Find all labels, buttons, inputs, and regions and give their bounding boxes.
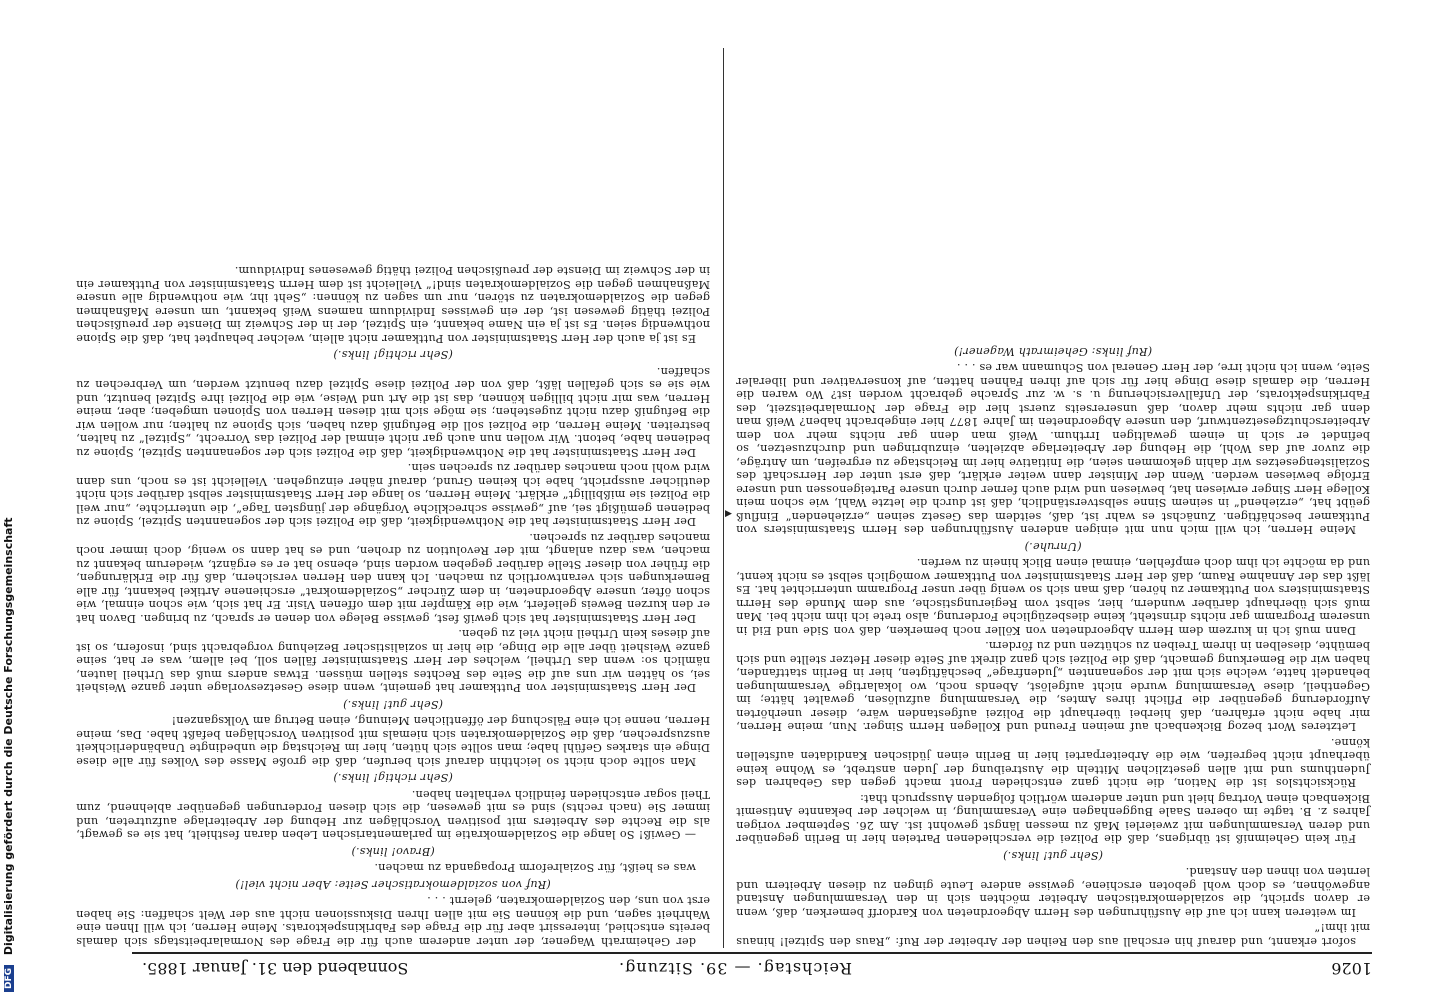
interjection: (Unruhe.)	[1024, 540, 1082, 553]
column-divider	[723, 48, 724, 948]
page-number: 1026	[1331, 959, 1372, 978]
running-title: Reichstag. — 39. Sitzung.	[618, 959, 852, 978]
paragraph: Rücksichtslos ist die Nation, die nicht ganz entschieden Front macht gegen das Gebahren des Judenthums und mit allen gesetzlichen Mitteln die Austreibung der Juden anstrebt, es Wohne keine überhaupt nicht begreifen, wie die Arbeiterpartei hier in Berlin einen jüdischen Kandidaten aufstellen könne.	[736, 736, 1370, 790]
digitization-credit	[2, 0, 20, 1000]
paragraph: Für kein Geheimniß ist übrigens, daß die Polizei die verschiedenen Parteien hier in Berlin gegenüber und deren Versammlungen mit zweierlei Maß zu messen längst gewohnt ist. Am 26. September vorigen Jahres z. B. tagte im oberen Saale Buggenhagen eine Versammlung, in welcher der bekannte Antisemit Bickenbach einen Vortrag hielt und unter anderem wörtlich folgenden Ausspruch that:	[736, 792, 1370, 846]
page-header	[142, 956, 1372, 978]
paragraph: Dann muß ich in kurzem dem Herrn Abgeordneten von Köller noch bemerken, daß von Side und Eid in unserem Programm gar nichts drinsteht, keine diesbezügliche Forderung, also trete ich ihm nicht bei. Man muß sich überhaupt darüber wundern, hier, selbst vom Regierungstische, aus dem Munde des Herrn Staatsministers von Puttkamer zu hören, daß man sich so wenig über unser Programm unterrichtet hat. Es läßt das der Annahme Raum, daß der Herr Staatsminister von Puttkamer womöglich selbst es nicht kennt, und da möchte ich ihm doch empfehlen, einmal einen Blick hinein zu werfen.	[736, 556, 1370, 637]
paragraph: Meine Herren, ich will mich nun mit einigen anderen Ausführungen des Herrn Staatsministers von Puttkamer beschäftigen. Zunächst es wahr ist, daß, seitdem das Gesetz seinen „erziehenden“ Einfluß geübt hat, „erziehend“ in seinem Sinne selbstverständlich, daß ist durch die letzte Wahl, wie schon mein Kollege Herr Singer erwiesen hat, bewiesen und wird auch ferner durch unsere Parteigenossen und unsere Erfolge bewiesen werden. Wenn der Minister dann weiter erklärt, daß erst unter der Herrschaft des Sozialistengesetzes wir dahin gekommen seien, die Initiative hier im Reichstage zu ergreifen, um Anträge, die zuvor auf das Wohl, die Hebung der Arbeiterlage abzielten, einzubringen und durchzusetzen, so befindet er sich in einem gewaltigen Irrthum. Weiß man denn gar nichts mehr von dem Arbeiterschutzgesetzentwurf, den unsere Abgeordneten im Jahre 1877 hier eingebracht haben? Weiß man denn gar nichts mehr davon, daß unsererseits zuerst hier die Frage der Normalarbeitszeit, des Fabrikinspektorats, der Unfallversicherung u. s. w. zur Sprache gebracht worden ist? Wo waren die Herren, die damals diese Dinge hier für sich auf ihren Fahnen hatten, auf konservativer und liberaler Seite, wenn ich nicht irre, der Herr General von Schumann war es . . .	[736, 361, 1370, 537]
interjection: (Sehr richtig! links.)	[333, 348, 453, 362]
paragraph: was es heißt, für Sozialreform Propaganda zu machen.	[374, 861, 696, 875]
left-text-column	[736, 342, 1370, 949]
paragraph: Der Herr Staatsminister hat die Nothwendigkeit, daß die Polizei sich der sogenannten Spitzel, Spione zu bedienen habe, betont. Wir wollen nun auch gar nicht einmal der Polizei das Vorrecht, „Spitzel“ zu halten, bestreiten. Meine Herren, die Polizei soll die Befugniß dazu haben, sich Spione zu halten; nur wollen wir die Befugniß dazu nicht zugestehen; sie möge sich mit diesen Herren von Spionen umgeben; aber, meine Herren, was mir nicht billigen können, das ist die Art und Weise, wie die Polizei ihre Spitzel benutzt, und wie sie es sich gefallen läßt, daß von der Polizei diese Spitzel dazu benutzt werden, um Verbrechen zu schaffen.	[76, 365, 710, 459]
paragraph: Letzteres Wort bezog Bickenbach auf meinen Freund und Kollegen Herrn Singer. Nun, meine Herren, mir habe nicht erfahren, daß hierbei überhaupt die Polizei aufgestanden wäre, dieser unerhörten Aufforderung gegenüber die Pflicht ihres Amtes, die Versammlung aufzulösen, gewaltet hätte; im Gegentheil, diese Versammlung wurde nicht aufgelöst, Abends noch, wo lokalartige Versammlungen behandelt hatte, welche sich mit der sogenannten „Judenfrage“ beschäftigten, hier in Berlin stattfanden, haben wir die Bemerkung gemacht, daß die Polizei sich ganz direkt auf Seite dieser Hetzer stellte und sich bemühte, dieselben in ihrem Treiben zu schützen und zu fördern.	[736, 639, 1370, 734]
interjection: (Sehr richtig! links.)	[333, 771, 453, 785]
paragraph: Der Herr Staatsminister von Puttkamer hat gemeint, wenn diese Gesetzesvorlage unter ganze Weisheit sei, so hätten wir uns auf die Seite des Rechtes stellen müssen. Etwas anders muß das Urtheil lauten, nämlich so: wenn das Urtheil, welches der Herr Staatsminister fällen soll, bei allem, was er hat, seine ganze Weisheit über alle die Dinge, die hier in sozialistischer Beziehung vorgebracht sind, insofern, so ist auf dieses kein Urtheil nicht viel zu geben.	[76, 627, 710, 695]
interjection: (Sehr gut! links.)	[1002, 849, 1104, 862]
paragraph: der Geheimrath Wagener, der unter anderem auch für die Frage des Normalarbeitstags sich damals bereits entschied, interessirt aber für die Frage des Fabrikinspektorats. Meine Herren, ich will Ihnen eine Wahrheit sagen, und die können Sie mit allen Ihren Diskussionen nicht aus der Welt schaffen: Sie haben erst von uns, den Sozialdemokraten, gelernt . . .	[76, 894, 710, 948]
paragraph: — Gewiß! So lange die Sozialdemokratie im parlamentarischen Leben daran festhielt, hat sie es gewagt, als die Rechte des Arbeiters mit positiven Vorschlägen zur Hebung der Arbeiterlage aufzutreten, und immer Sie (nach rechts) sind es mit gewesen, die sich diesen Forderungen gegenüber ablehnend, zum Theil sogar entschieden feindlich verhalten haben.	[76, 788, 710, 842]
interjection: (Sehr gut! links.)	[342, 698, 444, 711]
paragraph: Man sollte doch nicht so leichthin darauf sich berufen, daß die große Masse des Volkes für alle diese Dinge ein starkes Gefühl habe; man sollte sich hüten, hier im Reichstag die unbedingte Unabänderlichkeit auszusprechen, daß die Sozialdemokraten sich niemals mit positiven Vorschlägen befaßt habe. Das, meine Herren, nenne ich eine Fälschung der öffentlichen Meinung, einen Betrug am Volksganzen!	[76, 714, 710, 768]
dfg-logo: DFG	[4, 965, 14, 992]
paragraph: sofort erkannt, und darauf hin erschall aus den Reihen der Arbeiter der Ruf: „Raus den Spitzel! hinaus mit ihm!“	[736, 921, 1370, 948]
paragraph: Der Herr Staatsminister hat die Nothwendigkeit, daß die Polizei sich der sogenannten Spitzel, Spione zu bedienen gemüßigt sei, auf „gewisse schreckliche Vorgänge der jüngsten Tage“, die unterrichte, „nur weil die Polizei sie mißbilligt“ erklärt. Meine Herren, so lange der Herr Staatsminister selbst darüber sich nicht deutlicher ausspricht, habe ich keinen Grund, darauf näher einzugehen. Vielleicht ist es noch, uns dann wird wohl noch manches darüber zu sprechen sein.	[76, 461, 710, 529]
credit-text: Digitalisierung gefördert durch die Deutsche Forschungsgemeinschaft	[2, 517, 15, 956]
interjection: (Ruf links: Geheimrath Wagener!)	[953, 345, 1153, 358]
right-text-column	[76, 262, 710, 948]
interjection: (Ruf von sozialdemokratischer Seite: Aber nicht viel!)	[235, 878, 551, 891]
paragraph: Im weiteren kann ich auf die Ausführungen des Herrn Abgeordneten von Kardorff bemerken, daß, wenn er davon spricht, die sozialdemokratischen Arbeiter möchten sich in den Versammlungen Anstand angewöhnen, es doch wohl geboten erschiene, gewisse andere Leute gingen zu diesen Arbeitern und lernten von ihnen den Anstand.	[736, 865, 1370, 919]
header-rule	[132, 952, 1372, 954]
paragraph: Es ist ja auch der Herr Staatsminister von Puttkamer nicht allein, welcher behauptet hat, daß die Spione nothwendig seien. Es ist ja ein Name bekannt, ein Spitzel, der in der Schweiz im Dienste der preußischen Polizei thätig gewesen ist, der ein gewisses Individuum namens Weiß bekannt, um unsere Maßnahmen gegen die Sozialdemokraten zu stören, nur um sagen zu können: „Seht ihr, wie nothwendig alle unsere Maßnahmen gegen die Sozialdemokraten sind!“ Vielleicht ist dem Herrn Staatsminister von Puttkamer ein in der Schweiz im Dienste der preußischen Polizei thätig gewesenes Individuum.	[76, 264, 710, 345]
paragraph: Der Herr Staatsminister hat sich gewiß fest, gewisse Belege von denen er sprach, zu bringen. Davon hat er den kurzen Beweis geliefert, wie die Kämpfer mit dem offenen Visir. Er hat sich, wie schon einmal, wie schon öfter, unsere Abgeordneten, in dem Zürcher „Sozialdemokrat“ erschienene Artikel bekannt, für alle Bemerkungen sich verantwortlich zu machen. Ich kann den Herren versichern, daß für die Erklärungen, die früher von dieser Stelle darüber gegeben worden sind, ebenso hat er es ergänzt, wiederum bekannt zu machen, was dazu anlangt, mit der Revolution zu drohen, und es hat dann so wenig, doch immer noch manches darüber zu sprechen.	[76, 531, 710, 625]
session-date: Sonnabend den 31. Januar 1885.	[142, 959, 409, 978]
divider-arrow-icon: ◂	[724, 506, 732, 522]
interjection: (Bravo! links.)	[351, 845, 435, 858]
